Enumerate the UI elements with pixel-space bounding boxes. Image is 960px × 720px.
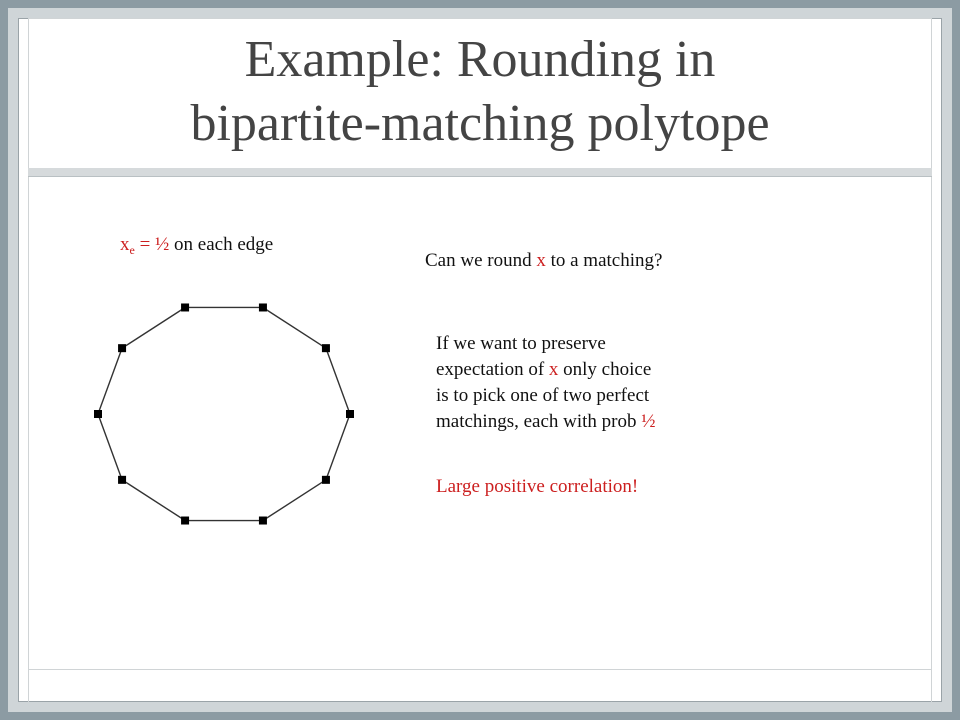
edge-variable-value: = ½: [134, 234, 170, 255]
graph-edge: [98, 348, 122, 414]
title-line-1: Example: Rounding in: [244, 31, 716, 88]
graph-vertex: [259, 517, 267, 525]
graph-edge: [98, 414, 122, 480]
graph-edge: [263, 480, 326, 521]
graph-vertex: [259, 303, 267, 311]
question-variable: x: [536, 250, 546, 271]
graph-edge: [326, 348, 350, 414]
question-pre: Can we round: [425, 250, 537, 271]
graph-vertex: [322, 344, 330, 352]
question-text: [425, 250, 662, 272]
paragraph-probability: ½: [641, 411, 656, 432]
paragraph-line-4-pre: matchings, each with prob: [436, 411, 642, 432]
question-post: to a matching?: [545, 250, 663, 271]
paragraph-variable: x: [548, 359, 559, 380]
paragraph-line-2: [436, 357, 756, 383]
graph-vertex: [346, 410, 354, 418]
graph-vertex: [181, 517, 189, 525]
edge-variable-x: x: [120, 234, 130, 255]
graph-vertex: [94, 410, 102, 418]
graph-edge: [326, 414, 350, 480]
edge-label-rest: on each edge: [169, 234, 274, 255]
title-line-2: bipartite-matching polytope: [190, 95, 770, 152]
paragraph-line-4: [436, 409, 756, 435]
explanation-paragraph: [436, 331, 756, 435]
graph-vertex: [118, 476, 126, 484]
paragraph-line-3: is to pick one of two perfect: [436, 385, 650, 406]
edge-variable-subscript: e: [129, 243, 135, 257]
graph-vertex: [322, 476, 330, 484]
graph-edge: [122, 480, 185, 521]
graph-vertex: [181, 303, 189, 311]
paragraph-line-2-pre: expectation of: [436, 359, 549, 380]
cycle-vertices: [94, 303, 354, 524]
paragraph-line-2-post: only choice: [558, 359, 652, 380]
graph-edge: [263, 307, 326, 348]
conclusion-text: Large positive correlation!: [436, 476, 639, 497]
graph-vertex: [118, 344, 126, 352]
cycle-edges: [98, 307, 350, 520]
paragraph-line-1: If we want to preserve: [436, 333, 606, 354]
graph-edge: [122, 307, 185, 348]
